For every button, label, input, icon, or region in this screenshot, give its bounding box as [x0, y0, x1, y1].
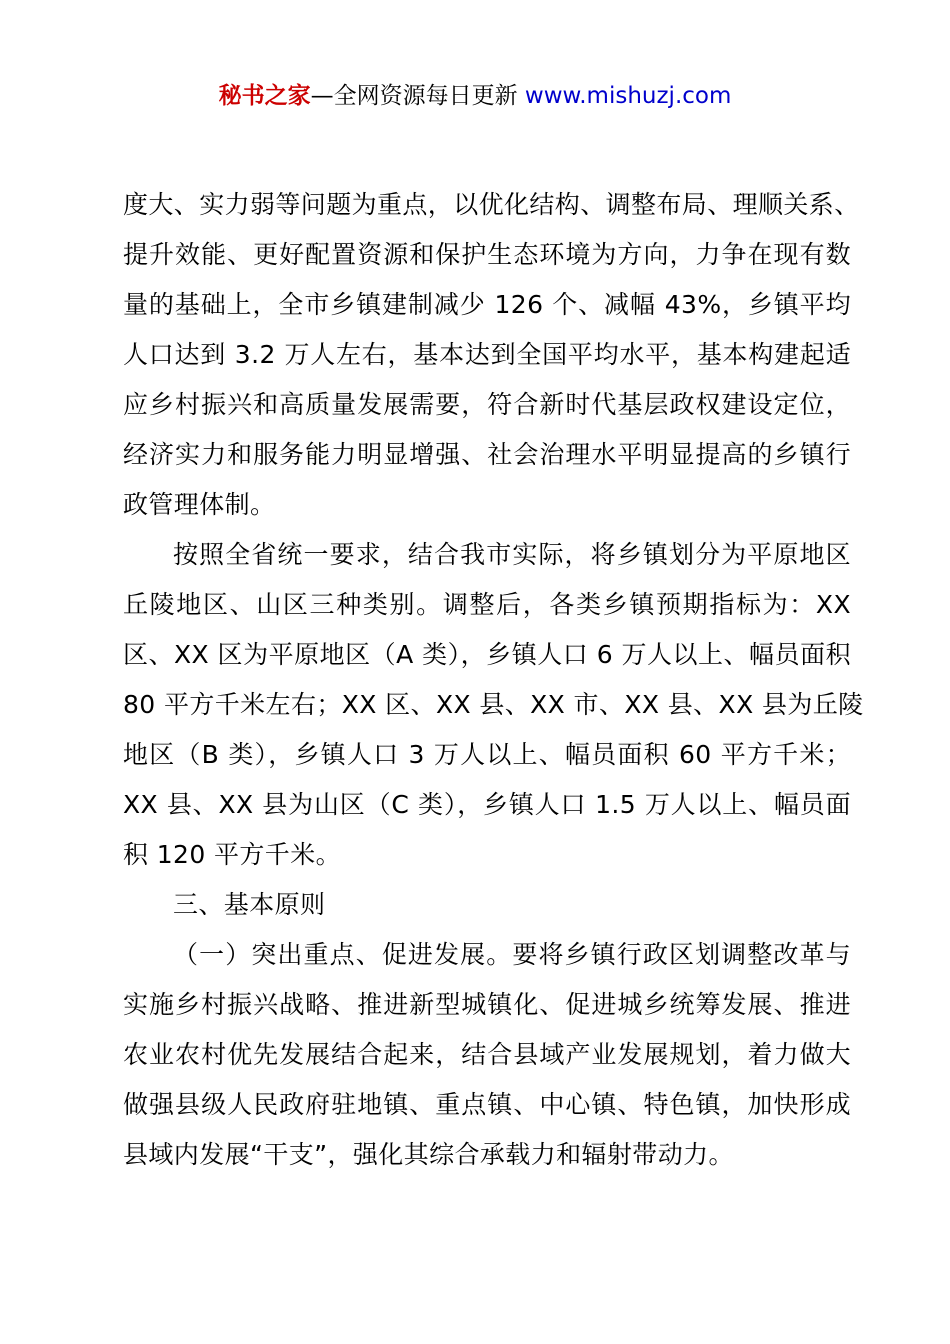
text-line: 区、XX 区为平原地区（A 类），乡镇人口 6 万人以上、幅员面积 [123, 640, 851, 669]
header-brand: 秘书之家 [218, 83, 311, 109]
header-tagline: —全网资源每日更新 [310, 83, 518, 109]
text-line: 提升效能、更好配置资源和保护生态环境为方向，力争在现有数 [123, 240, 851, 269]
text-line: XX 县、XX 县为山区（C 类），乡镇人口 1.5 万人以上、幅员面 [123, 790, 851, 819]
text-line: 度大、实力弱等问题为重点，以优化结构、调整布局、理顺关系、 [123, 190, 860, 219]
text-line: 人口达到 3.2 万人左右，基本达到全国平均水平，基本构建起适 [123, 340, 851, 369]
text-line: 丘陵地区、山区三种类别。调整后，各类乡镇预期指标为：XX [123, 590, 851, 619]
text-line: 按照全省统一要求，结合我市实际，将乡镇划分为平原地区 [173, 540, 851, 569]
text-line: 实施乡村振兴战略、推进新型城镇化、促进城乡统筹发展、推进 [123, 990, 851, 1019]
header-url-link[interactable]: www.mishuzj.com [524, 83, 732, 109]
text-line: 积 120 平方千米。 [123, 840, 342, 869]
text-line: 量的基础上，全市乡镇建制减少 126 个、减幅 43%，乡镇平均 [123, 290, 851, 319]
text-line: 农业农村优先发展结合起来，结合县域产业发展规划，着力做大 [123, 1040, 851, 1069]
text-line: （一）突出重点、促进发展。要将乡镇行政区划调整改革与 [173, 940, 851, 969]
text-line: 做强县级人民政府驻地镇、重点镇、中心镇、特色镇，加快形成 [123, 1090, 851, 1119]
document-body [123, 180, 864, 1180]
text-line: 80 平方千米左右；XX 区、XX 县、XX 市、XX 县、XX 县为丘陵 [123, 690, 864, 719]
text-line: 县域内发展“干支”，强化其综合承载力和辐射带动力。 [123, 1140, 734, 1169]
text-line: 应乡村振兴和高质量发展需要，符合新时代基层政权建设定位， [123, 390, 851, 419]
text-line: 政管理体制。 [123, 490, 276, 519]
page-header [0, 80, 950, 112]
text-line: 地区（B 类），乡镇人口 3 万人以上、幅员面积 60 平方千米； [123, 740, 851, 769]
text-line: 经济实力和服务能力明显增强、社会治理水平明显提高的乡镇行 [123, 440, 851, 469]
section-heading: 三、基本原则 [173, 890, 326, 919]
